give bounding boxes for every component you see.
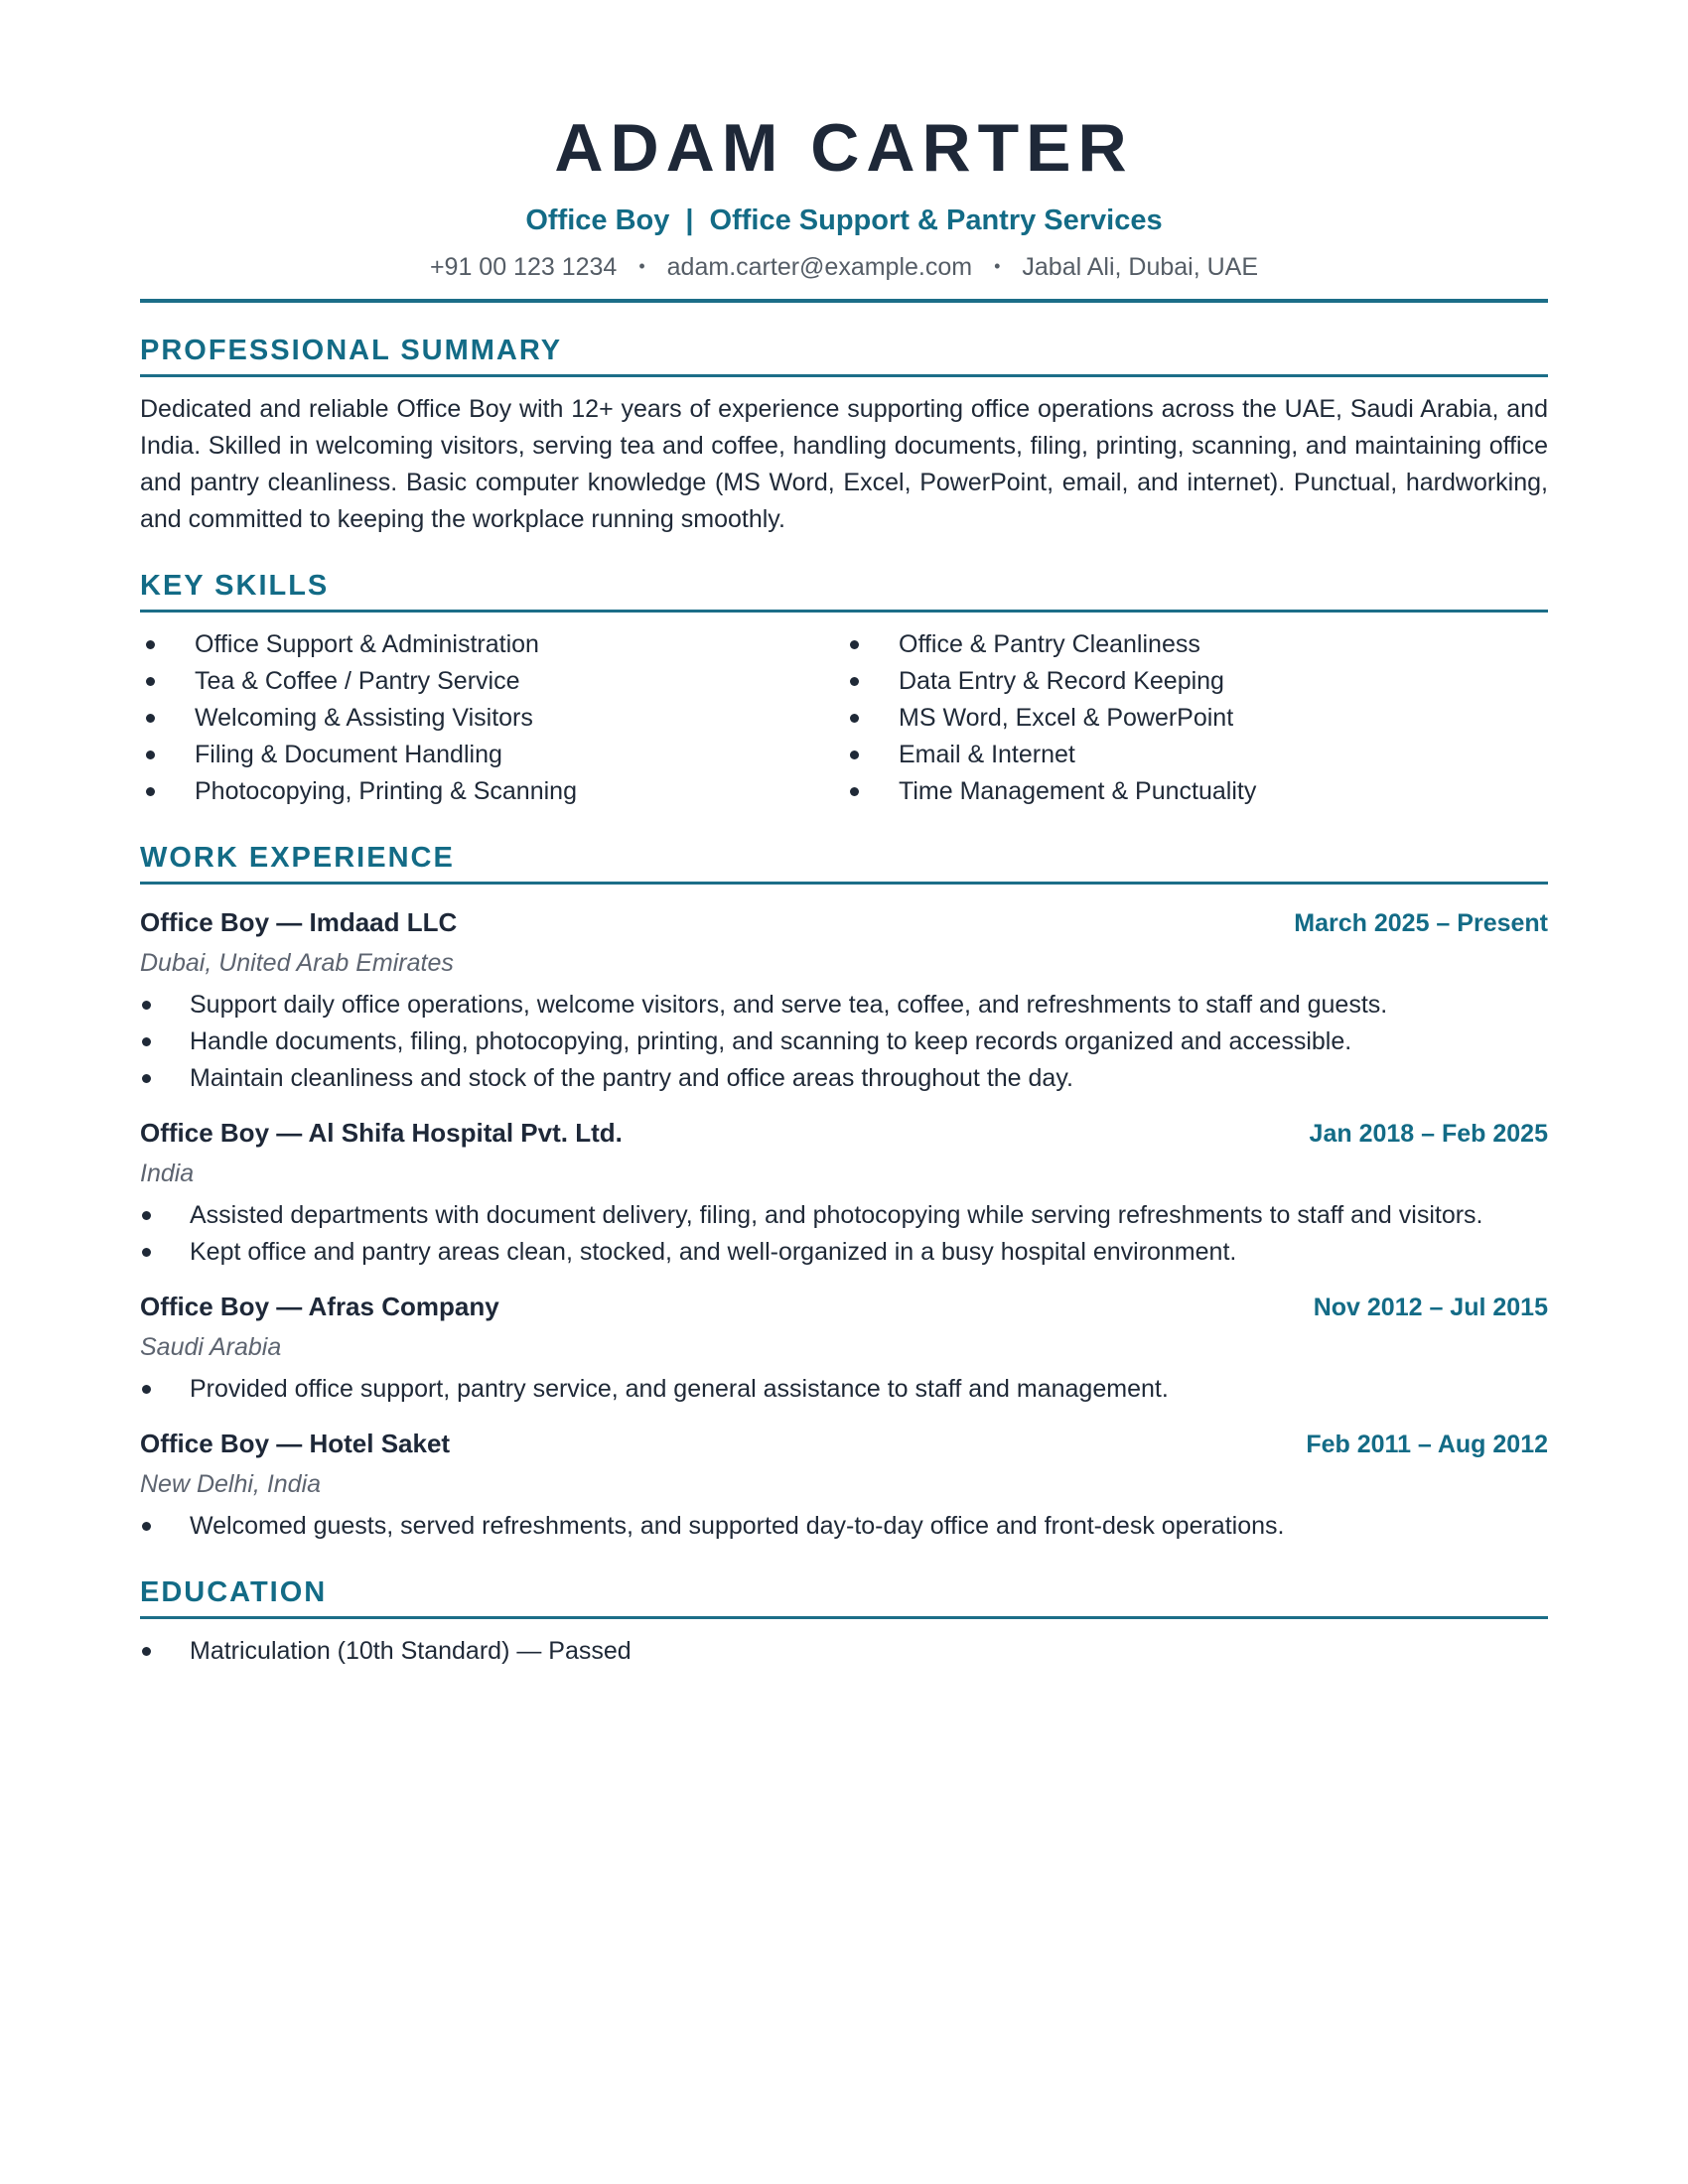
skill-item: Welcoming & Assisting Visitors [140, 700, 844, 737]
job-dates: Feb 2011 – Aug 2012 [1306, 1431, 1548, 1458]
candidate-name: ADAM CARTER [554, 110, 1134, 186]
contact-phone: +91 00 123 1234 [429, 253, 618, 281]
job-bullets [140, 1197, 1548, 1271]
job-bullet: Assisted departments with document delivery, filing, and photocopying while serving refreshments to staff and visitors. [140, 1197, 1548, 1234]
contact-email: adam.carter@example.com [666, 253, 973, 281]
education-item: Matriculation (10th Standard) — Passed [140, 1633, 1548, 1670]
job-header [140, 1115, 1548, 1152]
summary-text: Dedicated and reliable Office Boy with 12+ years of experience supporting office operations across the UAE, Saudi Arabia, and India. Skilled in welcoming visitors, serving tea and coffee, handling documents, filing, printing, scanning, and maintaining office and pantry cleanliness. Basic computer knowledge (MS Word, Excel, PowerPoint, email, and internet). Punctual, hardworking, and committed to keeping the workplace running smoothly. [140, 395, 1548, 533]
job-entry [140, 904, 1548, 1097]
contact-separator: • [994, 256, 1001, 276]
skill-item: Filing & Document Handling [140, 737, 844, 773]
contact-separator: • [638, 256, 645, 276]
job-title: Office Boy — Afras Company [140, 1292, 499, 1321]
job-bullet: Kept office and pantry areas clean, stocked, and well-organized in a busy hospital environment. [140, 1234, 1548, 1271]
job-location: Dubai, United Arab Emirates [140, 949, 454, 977]
job-title: Office Boy — Al Shifa Hospital Pvt. Ltd. [140, 1118, 623, 1148]
skill-item: Data Entry & Record Keeping [844, 663, 1548, 700]
job-tagline [140, 203, 1548, 238]
skill-item: Tea & Coffee / Pantry Service [140, 663, 844, 700]
job-title: Office Boy — Imdaad LLC [140, 907, 458, 937]
tagline-primary: Office Boy [525, 205, 670, 236]
job-location: New Delhi, India [140, 1470, 322, 1498]
resume-header [140, 107, 1548, 303]
skill-item: Photocopying, Printing & Scanning [140, 773, 844, 810]
contact-line [140, 250, 1548, 283]
job-bullets [140, 1508, 1548, 1545]
job-dates: March 2025 – Present [1294, 909, 1548, 937]
skills-heading: KEY SKILLS [140, 568, 1548, 613]
job-bullet: Welcomed guests, served refreshments, and supported day-to-day office and front-desk operations. [140, 1508, 1548, 1545]
job-bullet: Support daily office operations, welcome visitors, and serve tea, coffee, and refreshments to staff and guests. [140, 987, 1548, 1024]
job-list [140, 904, 1548, 1545]
tagline-secondary: Office Support & Pantry Services [709, 205, 1163, 236]
job-location: India [140, 1160, 195, 1187]
job-bullet: Handle documents, filing, photocopying, printing, and scanning to keep records organized and accessible. [140, 1024, 1548, 1060]
job-header [140, 1426, 1548, 1462]
skill-item: Time Management & Punctuality [844, 773, 1548, 810]
job-location: Saudi Arabia [140, 1333, 282, 1361]
experience-section [140, 840, 1548, 1545]
job-header [140, 1289, 1548, 1325]
job-dates: Jan 2018 – Feb 2025 [1309, 1120, 1548, 1148]
job-bullet: Provided office support, pantry service, and general assistance to staff and management. [140, 1371, 1548, 1408]
job-entry [140, 1426, 1548, 1545]
job-dates: Nov 2012 – Jul 2015 [1313, 1294, 1548, 1321]
education-list [140, 1633, 1548, 1670]
skill-item: Office Support & Administration [140, 626, 844, 663]
education-section [140, 1574, 1548, 1670]
tagline-separator: | [685, 205, 694, 236]
summary-heading: PROFESSIONAL SUMMARY [140, 333, 1548, 377]
job-entry [140, 1289, 1548, 1408]
contact-location: Jabal Ali, Dubai, UAE [1022, 253, 1259, 281]
skill-item: MS Word, Excel & PowerPoint [844, 700, 1548, 737]
job-entry [140, 1115, 1548, 1271]
skill-item: Email & Internet [844, 737, 1548, 773]
skills-section [140, 568, 1548, 810]
skills-grid [140, 626, 1548, 810]
skills-column-right [844, 626, 1548, 810]
skills-column-left [140, 626, 844, 810]
job-bullet: Maintain cleanliness and stock of the pantry and office areas throughout the day. [140, 1060, 1548, 1097]
education-heading: EDUCATION [140, 1574, 1548, 1619]
job-title: Office Boy — Hotel Saket [140, 1429, 451, 1458]
skill-item: Office & Pantry Cleanliness [844, 626, 1548, 663]
summary-section [140, 333, 1548, 538]
job-bullets [140, 987, 1548, 1097]
job-header [140, 904, 1548, 941]
experience-heading: WORK EXPERIENCE [140, 840, 1548, 885]
job-bullets [140, 1371, 1548, 1408]
header-divider [140, 299, 1548, 303]
